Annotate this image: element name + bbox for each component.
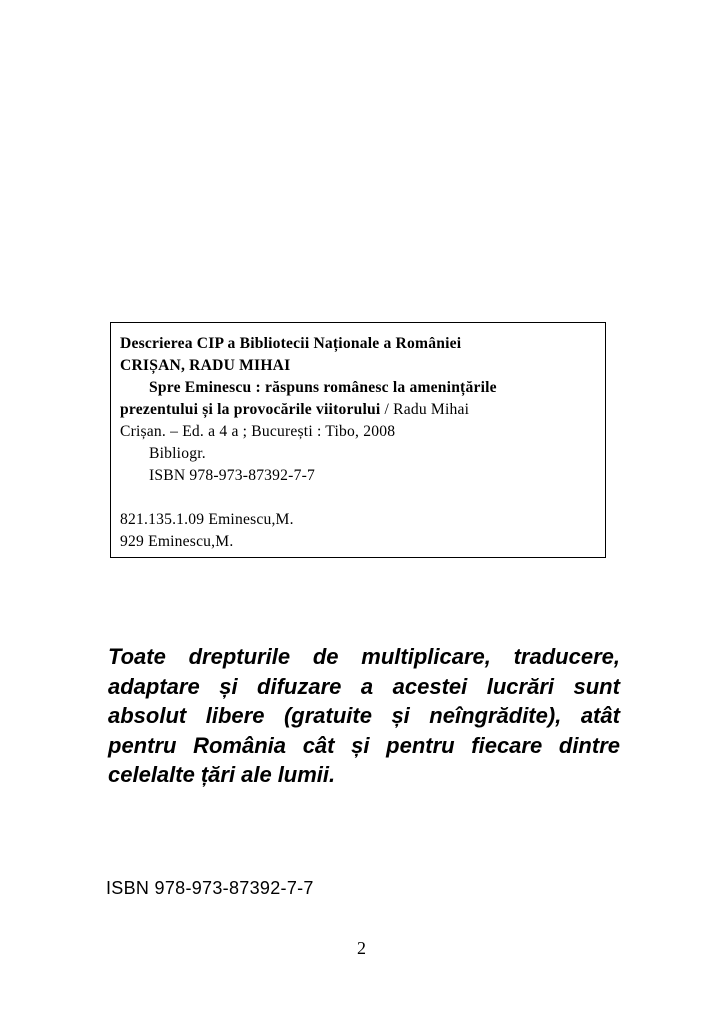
rights-word: drepturile (188, 644, 291, 669)
cip-heading: Descrierea CIP a Bibliotecii Naționale a României (120, 335, 462, 352)
isbn-bottom: ISBN 978-973-87392-7-7 (106, 878, 314, 898)
rights-word: lumii. (277, 762, 336, 788)
cip-title-line-2-rest: / Radu Mihai (380, 401, 470, 418)
cip-title-line-2-bold: prezentului și la provocările viitorului (120, 401, 381, 418)
rights-line (108, 731, 620, 761)
rights-word: absolut (108, 703, 187, 729)
rights-word: ale (241, 762, 272, 788)
rights-word: lucrări (486, 673, 554, 699)
rights-word: pentru (386, 732, 455, 758)
rights-word: fiecare (471, 732, 543, 758)
cip-bibliogr: Bibliogr. (149, 445, 206, 462)
rights-word: celelalte (108, 762, 195, 788)
rights-word: neîngrădite), (429, 703, 562, 729)
rights-word: libere (205, 703, 265, 729)
rights-word: și (351, 732, 370, 758)
rights-word: Toate (108, 644, 166, 669)
rights-word: difuzare (257, 673, 342, 699)
cip-classification-1: 821.135.1.09 Eminescu,M. (120, 511, 294, 528)
rights-line (108, 672, 620, 702)
rights-word: dintre (558, 732, 620, 758)
rights-word: și (391, 703, 410, 729)
rights-word: sunt (573, 673, 620, 699)
cip-description-box (110, 322, 606, 558)
rights-word: România (193, 732, 287, 758)
cip-edition-line: Crișan. – Ed. a 4 a ; București : Tibo, 2008 (120, 423, 396, 440)
rights-word: și (219, 673, 238, 699)
rights-line (108, 760, 620, 790)
rights-word: pentru (108, 732, 177, 758)
rights-word: traducere, (513, 644, 620, 669)
rights-word: atât (580, 703, 620, 729)
rights-word: de (312, 644, 339, 669)
rights-word: cât (302, 732, 335, 758)
rights-word: acestei (392, 673, 468, 699)
rights-word: țări (200, 762, 236, 788)
cip-title-line-2 (120, 400, 469, 420)
page-number: 2 (357, 938, 366, 958)
cip-title-line-1: Spre Eminescu : răspuns românesc la amenințările (149, 379, 497, 396)
cip-isbn: ISBN 978-973-87392-7-7 (149, 467, 315, 484)
rights-word: (gratuite (283, 703, 372, 729)
rights-word: a (360, 673, 374, 699)
rights-line (108, 642, 620, 672)
cip-author: CRIȘAN, RADU MIHAI (120, 357, 291, 374)
rights-line (108, 701, 620, 731)
rights-statement (108, 642, 620, 790)
rights-word: adaptare (108, 673, 200, 699)
cip-classification-2: 929 Eminescu,M. (120, 533, 234, 550)
rights-word: multiplicare, (361, 644, 491, 669)
